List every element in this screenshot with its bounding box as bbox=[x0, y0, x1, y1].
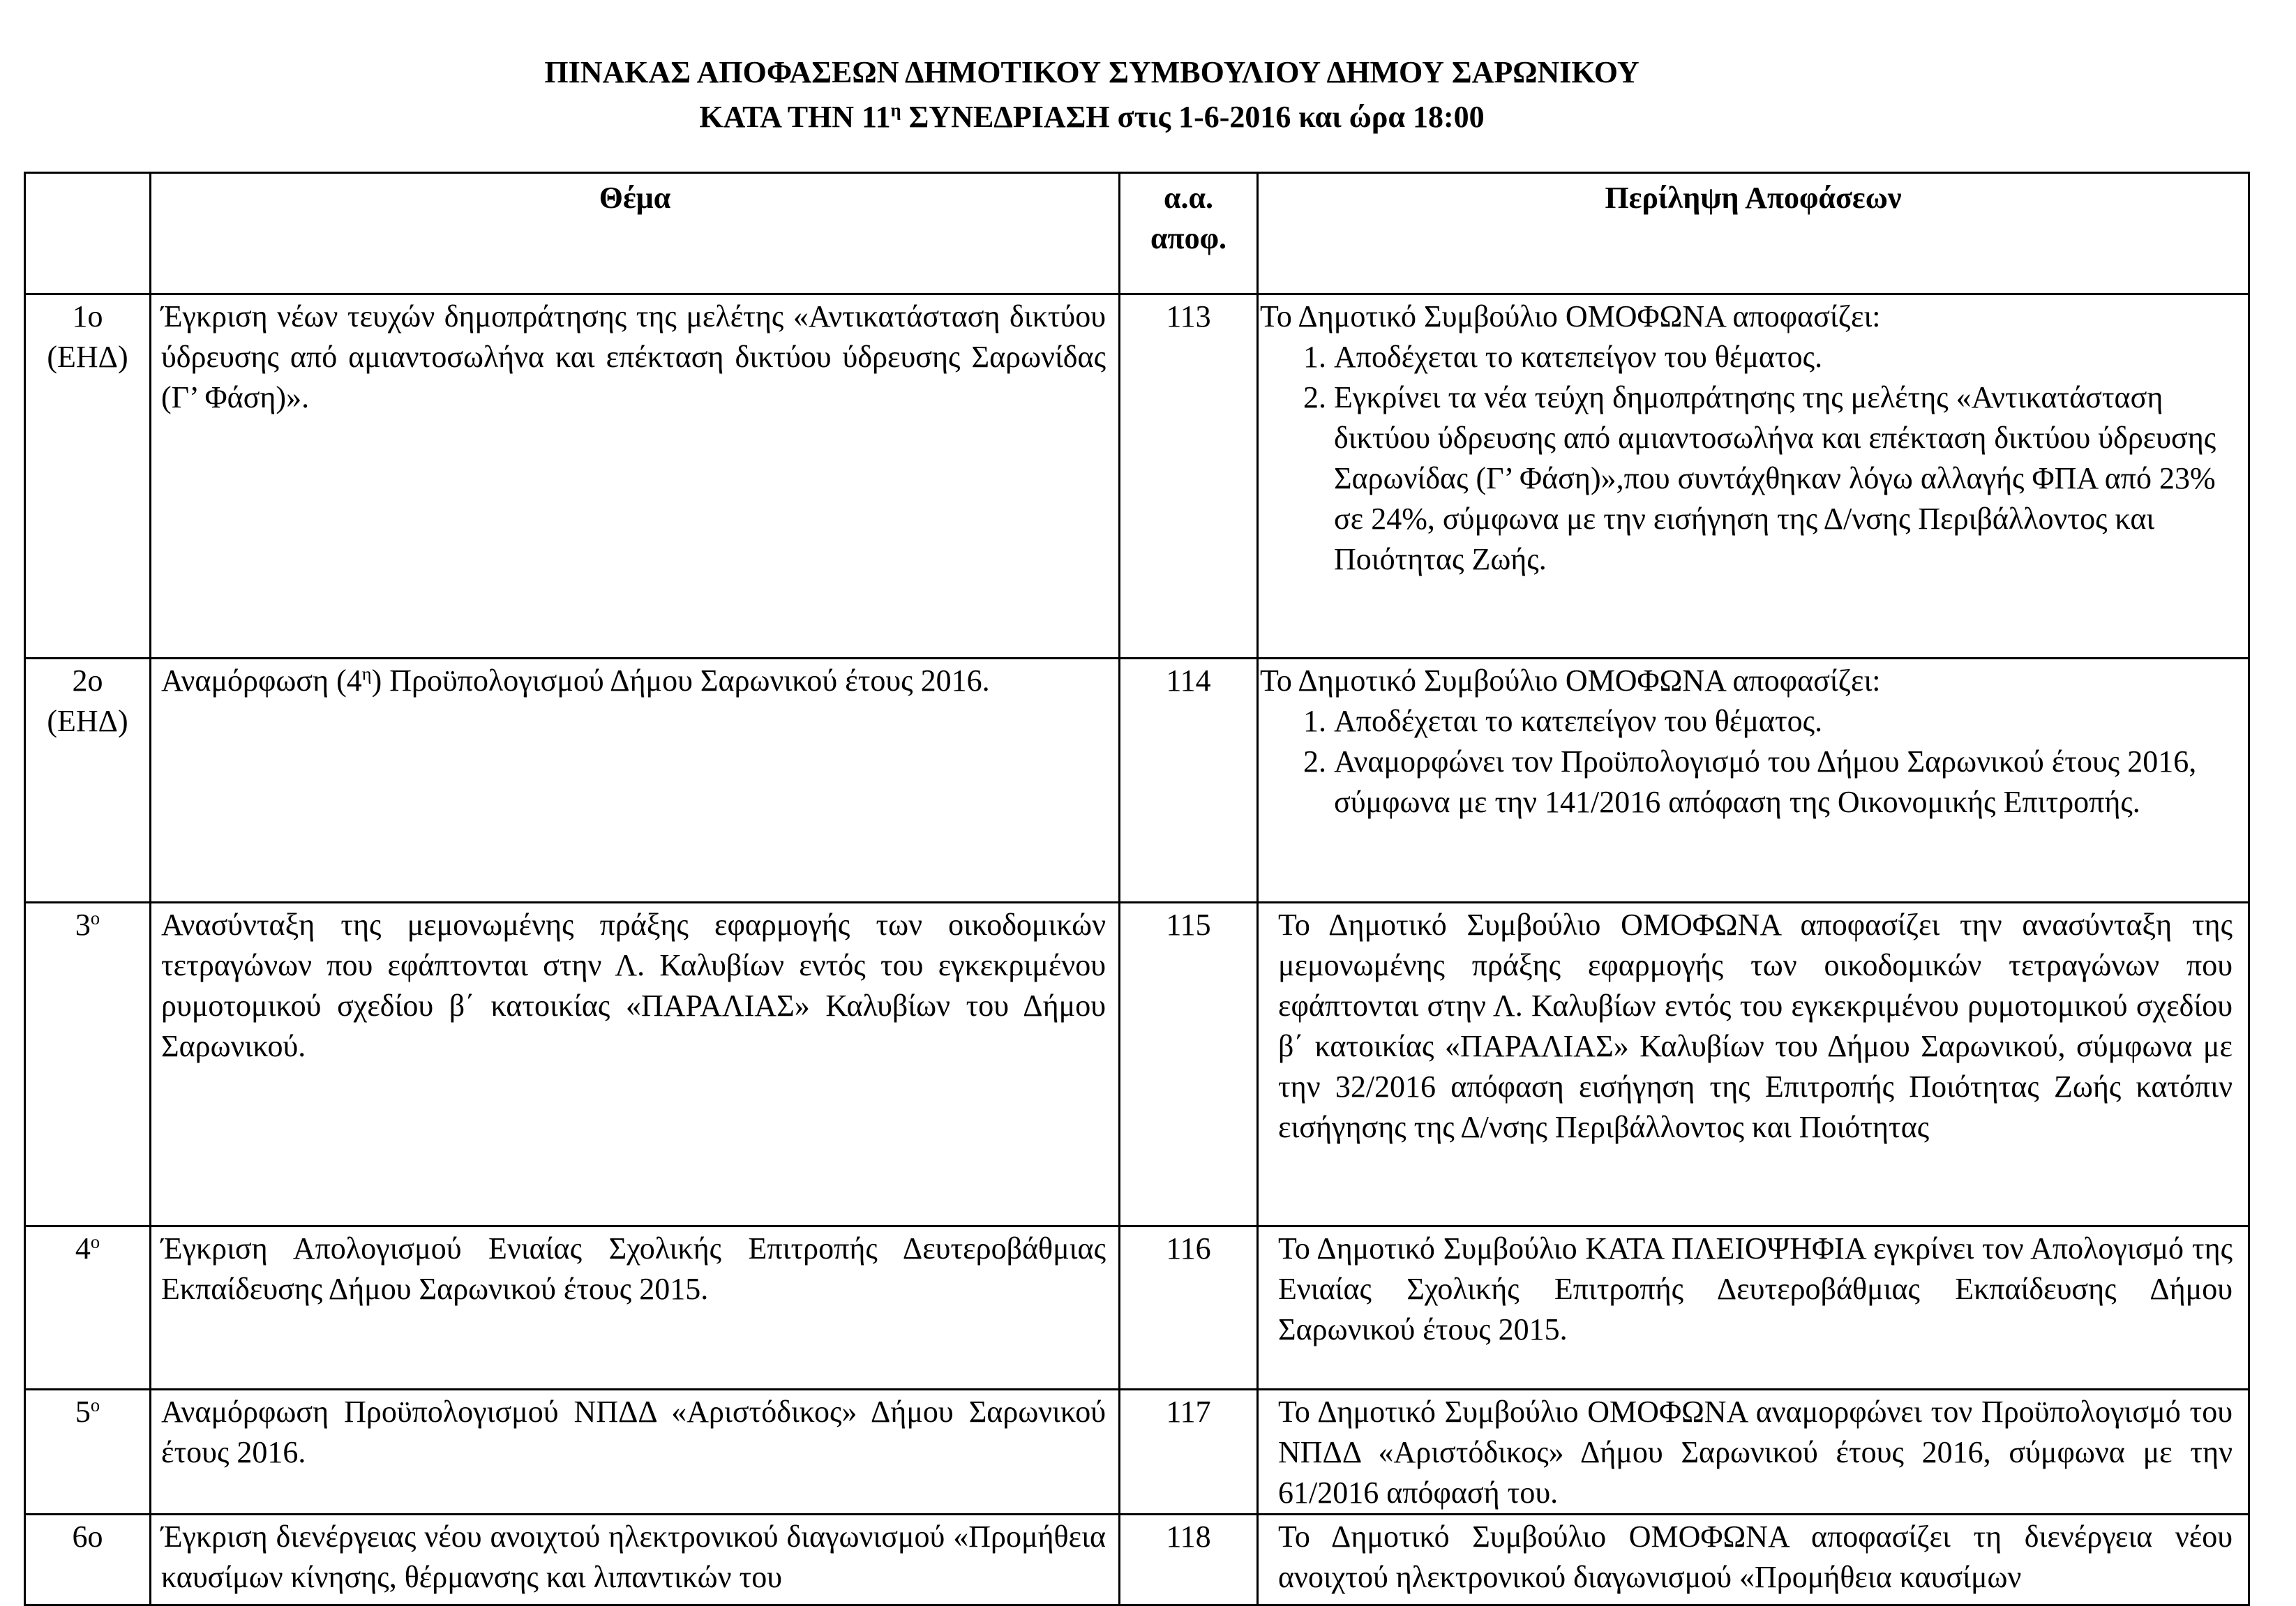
row-decision-number: 115 bbox=[1120, 903, 1258, 1226]
row-number-line1: 1ο bbox=[72, 299, 103, 333]
row-number bbox=[25, 659, 151, 903]
session-ordinal-superscript: η bbox=[890, 99, 901, 121]
header-decision-number bbox=[1120, 173, 1258, 294]
row-topic: Έγκριση Απολογισμού Ενιαίας Σχολικής Επιτροπής Δευτεροβάθμιας Εκπαίδευσης Δήμου Σαρωνικού έτους 2015. bbox=[151, 1226, 1120, 1390]
row-number-base: 5 bbox=[75, 1395, 91, 1429]
row-decision-number: 113 bbox=[1120, 294, 1258, 659]
header-topic: Θέμα bbox=[151, 173, 1120, 294]
row-number-line2: (ΕΗΔ) bbox=[47, 340, 128, 374]
row-topic bbox=[151, 659, 1120, 903]
summary-intro: Το Δημοτικό Συμβούλιο ΟΜΟΦΩΝΑ αποφασίζει: bbox=[1260, 299, 1881, 333]
table-row bbox=[25, 1226, 2249, 1390]
row-topic: Έγκριση νέων τευχών δημοπράτησης της μελέτης «Αντικατάσταση δικτύου ύδρευσης από αμιαντοσωλήνα και επέκταση δικτύου ύδρευσης Σαρωνίδας (Γ’ Φάση)». bbox=[151, 294, 1120, 659]
header-decision-number-line2: αποφ. bbox=[1150, 221, 1227, 255]
summary-item: 1. Αποδέχεται το κατεπείγον του θέματος. bbox=[1334, 337, 2233, 377]
row-number-base: 3 bbox=[75, 908, 91, 942]
row-summary bbox=[1258, 294, 2249, 659]
row-topic: Αναμόρφωση Προϋπολογισμού ΝΠΔΔ «Αριστόδικος» Δήμου Σαρωνικού έτους 2016. bbox=[151, 1390, 1120, 1515]
document-title: ΠΙΝΑΚΑΣ ΑΠΟΦΑΣΕΩΝ ΔΗΜΟΤΙΚΟΥ ΣΥΜΒΟΥΛΙΟΥ ΔΗΜΟΥ ΣΑΡΩΝΙΚΟΥ bbox=[544, 55, 1640, 89]
table-row bbox=[25, 1390, 2249, 1515]
row-decision-number: 116 bbox=[1120, 1226, 1258, 1390]
summary-item: 1. Αποδέχεται το κατεπείγον του θέματος. bbox=[1334, 701, 2233, 742]
row-number-line2: (ΕΗΔ) bbox=[47, 704, 128, 738]
table-row bbox=[25, 659, 2249, 903]
row-number-superscript: ο bbox=[90, 1231, 100, 1252]
row-number bbox=[25, 1390, 151, 1515]
row-decision-number: 117 bbox=[1120, 1390, 1258, 1515]
row-number bbox=[25, 294, 151, 659]
row-decision-number: 118 bbox=[1120, 1515, 1258, 1605]
session-subtitle-end: ΣΥΝΕΔΡΙΑΣΗ στις 1-6-2016 και ώρα 18:00 bbox=[901, 100, 1485, 134]
table-row bbox=[25, 1515, 2249, 1605]
decisions-table bbox=[24, 172, 2250, 1606]
session-subtitle-start: ΚΑΤΑ ΤΗΝ 11 bbox=[699, 100, 891, 134]
row-number: 6ο bbox=[25, 1515, 151, 1605]
row-summary: Το Δημοτικό Συμβούλιο ΟΜΟΦΩΝΑ αποφασίζει τη διενέργεια νέου ανοιχτού ηλεκτρονικού διαγωνισμού «Προμήθεια καυσίμων bbox=[1258, 1515, 2249, 1605]
row-summary bbox=[1258, 659, 2249, 903]
row-number bbox=[25, 903, 151, 1226]
table-row bbox=[25, 294, 2249, 659]
row-number-superscript: ο bbox=[90, 1394, 100, 1416]
topic-end: ) Προϋπολογισμού Δήμου Σαρωνικού έτους 2016. bbox=[371, 663, 990, 698]
document-header bbox=[0, 50, 2184, 140]
summary-item: 2. Αναμορφώνει τον Προϋπολογισμό του Δήμου Σαρωνικού έτους 2016, σύμφωνα με την 141/2016 απόφαση της Οικονομικής Επιτροπής. bbox=[1334, 742, 2233, 823]
row-summary: Το Δημοτικό Συμβούλιο ΟΜΟΦΩΝΑ αποφασίζει την ανασύνταξη της μεμονωμένης πράξης εφαρμογής των οικοδομικών τετραγώνων που εφάπτονται στην Λ. Καλυβίων εντός του εγκεκριμένου ρυμοτομικού σχεδίου β΄ κατοικίας «ΠΑΡΑΛΙΑΣ» Καλυβίων του Δήμου Σαρωνικού, σύμφωνα με την 32/2016 απόφαση εισήγηση της Επιτροπής Ποιότητας Ζωής κατόπιν εισήγησης της Δ/νσης Περιβάλλοντος και Ποιότητας bbox=[1258, 903, 2249, 1226]
summary-item: 2. Εγκρίνει τα νέα τεύχη δημοπράτησης της μελέτης «Αντικατάσταση δικτύου ύδρευσης από αμιαντοσωλήνα και επέκταση δικτύου ύδρευσης Σαρωνίδας (Γ’ Φάση)»,που συντάχθηκαν λόγω αλλαγής ΦΠΑ από 23% σε 24%, σύμφωνα με την εισήγηση της Δ/νσης Περιβάλλοντος και Ποιότητας Ζωής. bbox=[1334, 377, 2233, 580]
summary-list bbox=[1260, 337, 2233, 580]
session-subtitle bbox=[0, 95, 2184, 140]
summary-intro: Το Δημοτικό Συμβούλιο ΟΜΟΦΩΝΑ αποφασίζει: bbox=[1260, 663, 1881, 698]
row-number-superscript: ο bbox=[90, 907, 100, 929]
row-number-line1: 2ο bbox=[72, 663, 103, 698]
table-row bbox=[25, 903, 2249, 1226]
topic-ordinal-superscript: η bbox=[361, 663, 372, 684]
row-topic: Έγκριση διενέργειας νέου ανοιχτού ηλεκτρονικού διαγωνισμού «Προμήθεια καυσίμων κίνησης, θέρμανσης και λιπαντικών του bbox=[151, 1515, 1120, 1605]
row-decision-number: 114 bbox=[1120, 659, 1258, 903]
row-topic: Ανασύνταξη της μεμονωμένης πράξης εφαρμογής των οικοδομικών τετραγώνων που εφάπτονται στην Λ. Καλυβίων εντός του εγκεκριμένου ρυμοτομικού σχεδίου β΄ κατοικίας «ΠΑΡΑΛΙΑΣ» Καλυβίων του Δήμου Σαρωνικού. bbox=[151, 903, 1120, 1226]
table-header-row bbox=[25, 173, 2249, 294]
header-summary: Περίληψη Αποφάσεων bbox=[1258, 173, 2249, 294]
header-decision-number-line1: α.α. bbox=[1163, 181, 1214, 215]
row-summary: Το Δημοτικό Συμβούλιο ΚΑΤΑ ΠΛΕΙΟΨΗΦΙΑ εγκρίνει τον Απολογισμό της Ενιαίας Σχολικής Επιτροπής Δευτεροβάθμιας Εκπαίδευσης Δήμου Σαρωνικού έτους 2015. bbox=[1258, 1226, 2249, 1390]
summary-list bbox=[1260, 701, 2233, 823]
header-number bbox=[25, 173, 151, 294]
row-number bbox=[25, 1226, 151, 1390]
topic-start: Αναμόρφωση (4 bbox=[161, 663, 362, 698]
row-number-base: 4 bbox=[75, 1231, 91, 1266]
row-summary: Το Δημοτικό Συμβούλιο ΟΜΟΦΩΝΑ αναμορφώνει τον Προϋπολογισμό του ΝΠΔΔ «Αριστόδικος» Δήμου Σαρωνικού έτους 2016, σύμφωνα με την 61/2016 απόφασή του. bbox=[1258, 1390, 2249, 1515]
